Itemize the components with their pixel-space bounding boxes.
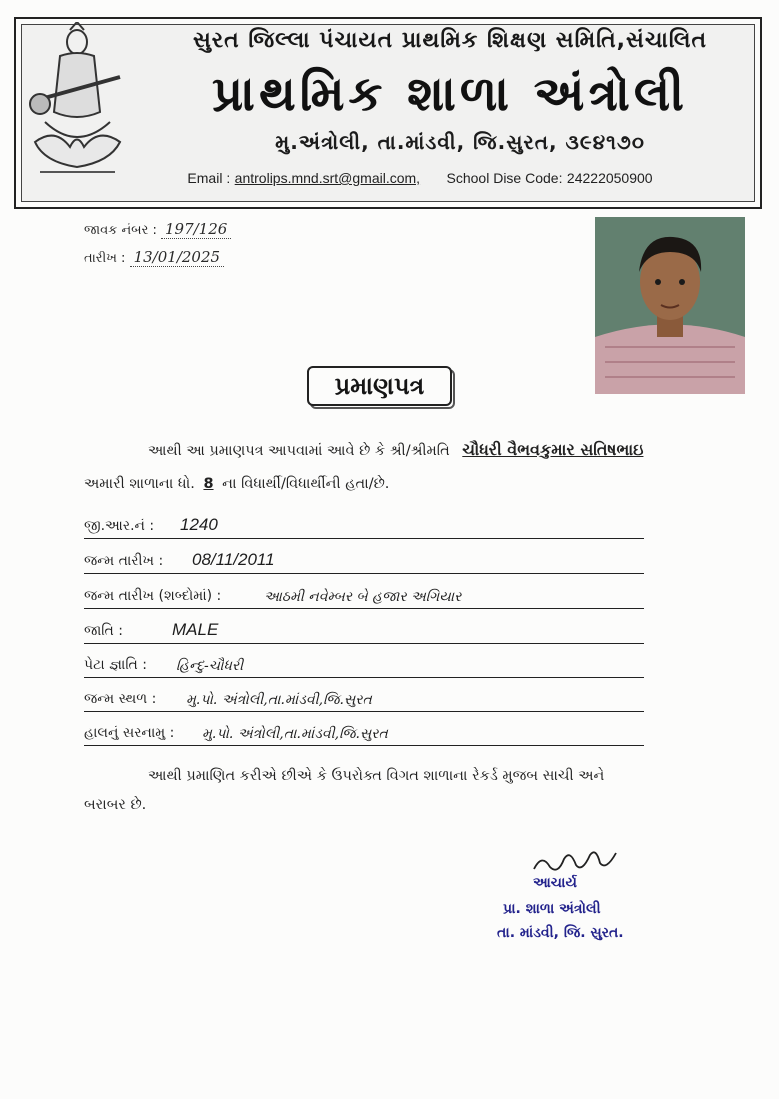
intro-line-1 [148,440,643,460]
field-gr-number [84,512,644,539]
field-sub-caste [84,651,644,678]
principal-signature-block [475,845,665,955]
school-address: મુ.અંત્રોલી, તા.માંડવી, જિ.સુરત, ૩૯૪૧૭૦ [275,130,645,154]
school-name: પ્રાથમિક શાળા અંત્રોલી [212,66,688,122]
email-link[interactable]: antrolips.mnd.srt@gmail.com, [234,170,421,186]
field-gender [84,617,644,644]
outward-number-row [84,220,231,238]
stamp-location: તા. માંડવી, જિ. સુરત. [497,925,624,941]
intro-text: આથી આ પ્રમાણપત્ર આપવામાં આવે છે કે શ્રી/શ્રીમતિ [148,443,450,459]
field-birth-place [84,685,644,712]
closing-line-1: આથી પ્રમાણિત કરીએ છીએ કે ઉપરોક્ત વિગત શાળાના રેકર્ડ મુજબ સાચી અને [148,768,605,784]
student-name: ચૌધરી વૈભવકુમાર સતિષભાઇ [462,440,644,459]
certificate-title: પ્રમાણપત્ર [307,366,452,406]
field-current-address [84,719,644,746]
field-label: જન્મ તારીખ : [84,553,164,569]
intro-line-2 [84,476,389,492]
field-birth-date-words [84,582,644,609]
issue-date-label: તારીખ : [84,251,126,266]
field-value: આઠમી નવેમ્બર બે હજાર અગિયાર [264,589,462,605]
student-photo [595,217,745,394]
field-value: મુ.પો. અંત્રોલી,તા.માંડવી,જિ.સુરત [186,692,372,708]
field-label: જી.આર.નં : [84,518,155,534]
field-label: જાતિ : [84,623,123,639]
contact-line [100,170,740,187]
field-label: હાલનું સરનામુ : [84,725,175,741]
closing-line-2: બરાબર છે. [84,797,147,813]
student-status-text: ના વિધાર્થી/વિધાર્થીની હતા/છે. [222,476,390,492]
field-value: 08/11/2011 [192,550,275,569]
saraswati-emblem-icon [20,22,135,180]
issue-date-row [84,248,224,266]
handwritten-signature-icon [530,845,620,877]
email-label: Email : [187,170,231,186]
outward-number-label: જાવક નંબર : [84,223,157,238]
field-value: MALE [172,620,219,639]
stamp-designation: આચાર્ય [533,875,577,891]
field-label: જન્મ તારીખ (શબ્દોમાં) : [84,588,222,604]
field-label: જન્મ સ્થળ : [84,691,157,707]
field-value: મુ.પો. અંત્રોલી,તા.માંડવી,જિ.સુરત [202,726,388,742]
field-birth-date [84,547,644,574]
governing-body-subtitle: સુરત જિલ્લા પંચાયત પ્રાથમિક શિક્ષણ સમિતિ,સંચાલિત [192,28,708,53]
field-label: પેટા જ્ઞાતિ : [84,657,147,673]
field-value: હિન્દુ-ચૌધરી [176,658,244,674]
school-std-text: અમારી શાળાના ધો. [84,476,195,492]
standard-value: 8 [203,476,214,492]
dise-code-label: School Dise Code: [446,170,563,186]
issue-date-value: 13/01/2025 [130,248,224,267]
dise-code-value: 24222050900 [566,170,653,186]
stamp-school: પ્રા. શાળા અંત્રોલી [503,901,601,917]
outward-number-value: 197/126 [161,220,231,239]
field-value: 1240 [180,515,218,534]
